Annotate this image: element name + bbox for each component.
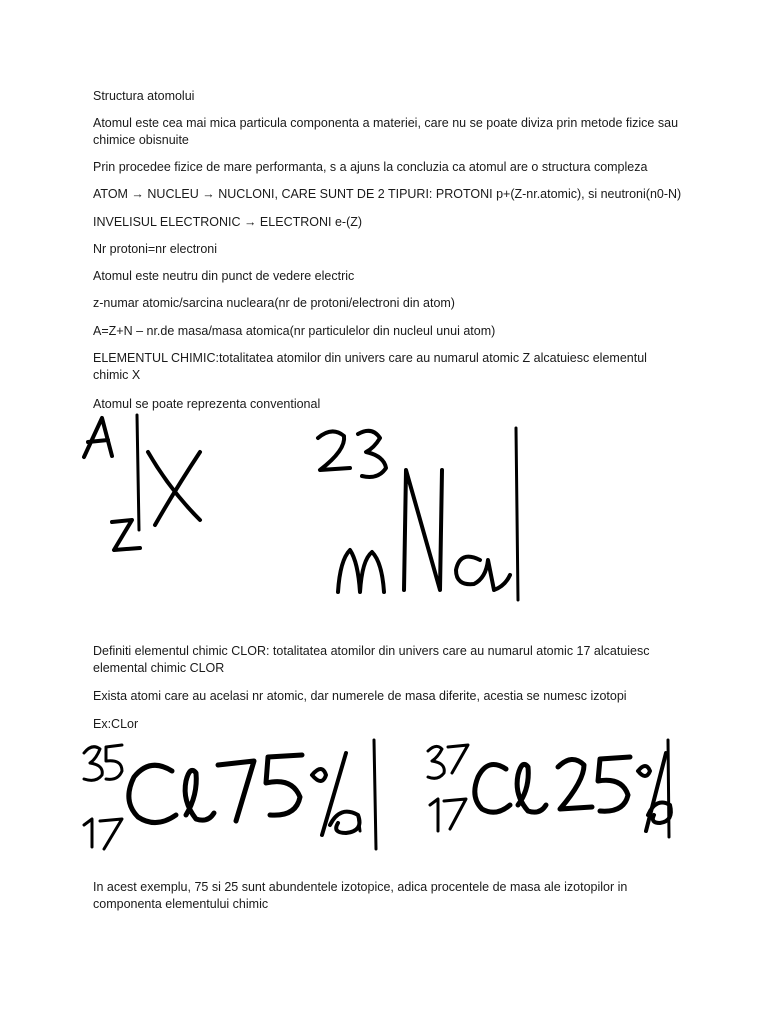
paragraph: INVELISUL ELECTRONIC → ELECTRONI e-(Z) [93,215,363,229]
handwritten-chlorine-isotopes-drawing [0,735,768,855]
paragraph: ATOM → NUCLEU → NUCLONI, CARE SUNT DE 2 TIPURI: PROTONI p+(Z-nr.atomic), si neutroni(n0-N) [93,187,682,201]
paragraph: Definiti elementul chimic CLOR: totalitatea atomilor din univers care au numarul atomic 17 alcatuiesc elemental chimic CLOR [93,644,650,675]
paragraph: z-numar atomic/sarcina nucleara(nr de protoni/electroni din atom) [93,296,455,310]
handwritten-atom-notation-drawing [0,410,768,610]
paragraph: Prin procedee fizice de mare performanta, s a ajuns la concluzia ca atomul are o structura compleza [93,160,648,174]
doc-title: Structura atomolui [93,89,195,103]
paragraph: Atomul este cea mai mica particula componenta a materiei, care nu se poate diviza prin metode fizice sau chimice obisnuite [93,116,679,147]
paragraph: ELEMENTUL CHIMIC:totalitatea atomilor din univers care au numarul atomic Z alcatuiesc elementul chimic X [93,351,647,382]
paragraph: Atomul se poate reprezenta conventional [93,397,321,411]
paragraph: Nr protoni=nr electroni [93,242,218,256]
paragraph: In acest exemplu, 75 si 25 sunt abundentele izotopice, adica procentele de masa ale izotopilor in componenta elementului chimic [93,880,628,911]
paragraph: A=Z+N – nr.de masa/masa atomica(nr particulelor din nucleul unui atom) [93,324,496,338]
paragraph: Atomul este neutru din punct de vedere electric [93,269,355,283]
paragraph: Exista atomi care au acelasi nr atomic, dar numerele de masa diferite, acestia se numesc izotopi [93,689,627,703]
paragraph: Ex:CLor [93,717,139,731]
